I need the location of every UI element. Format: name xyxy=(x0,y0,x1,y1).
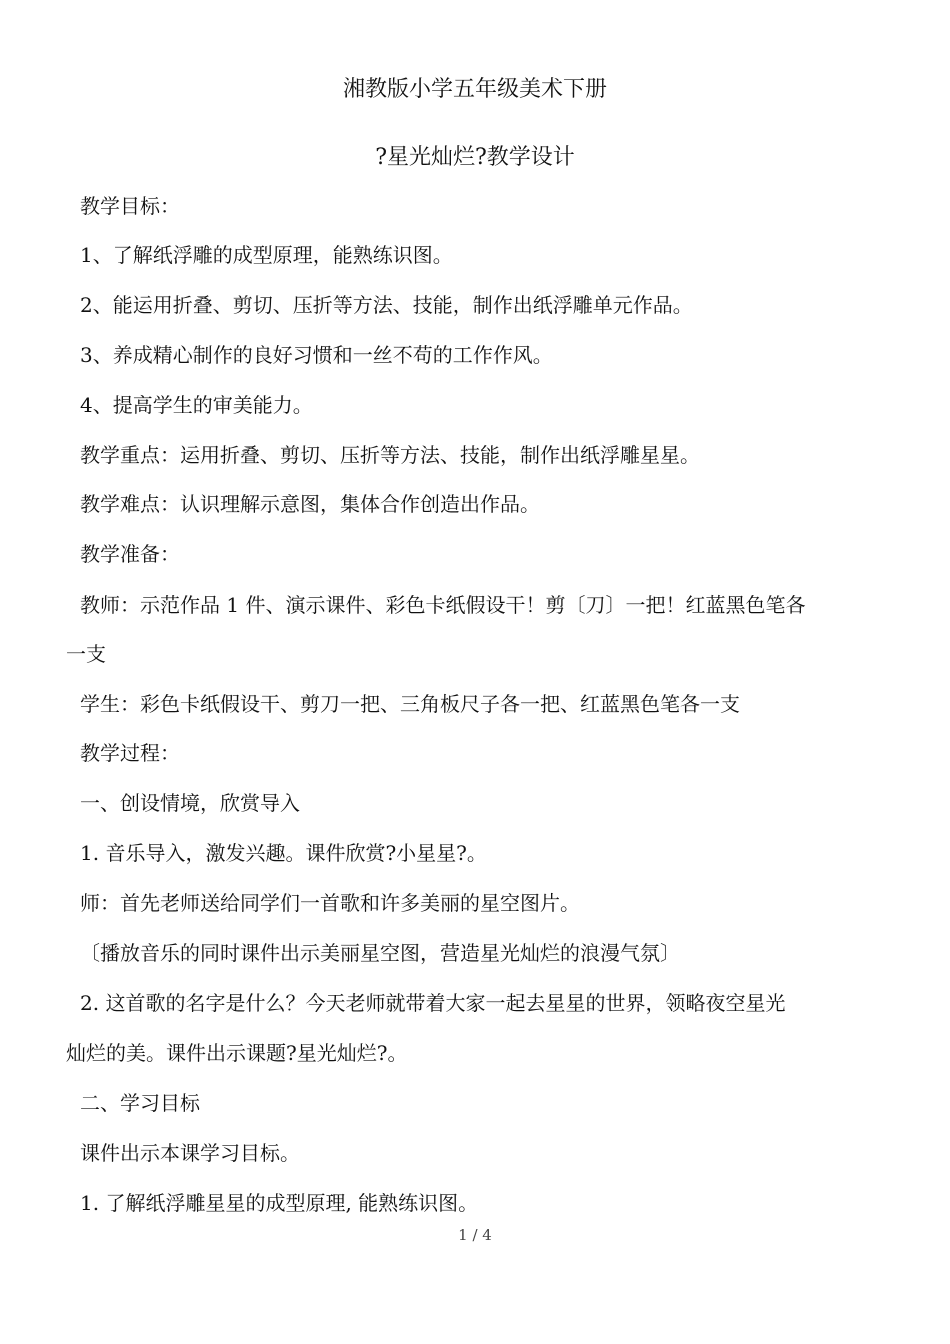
paragraph: 课件出示本课学习目标。 xyxy=(80,1141,300,1165)
paragraph: 师：首先老师送给同学们一首歌和许多美丽的星空图片。 xyxy=(80,891,580,915)
section-heading-objectives: 教学目标： xyxy=(80,194,180,218)
process-step-heading: 二、学习目标 xyxy=(80,1091,200,1115)
paragraph: 〔播放音乐的同时课件出示美丽星空图，营造星光灿烂的浪漫气氛〕 xyxy=(80,941,680,965)
teacher-preparation: 教师：示范作品 1 件、演示课件、彩色卡纸假设干！剪〔刀〕一把！红蓝黑色笔各 xyxy=(80,593,806,617)
teacher-preparation-continued: 一支 xyxy=(66,642,106,666)
teaching-difficulty: 教学难点：认识理解示意图，集体合作创造出作品。 xyxy=(80,492,540,516)
paragraph: 1. 音乐导入，激发兴趣。课件欣赏?小星星?。 xyxy=(80,841,487,865)
teaching-key-point: 教学重点：运用折叠、剪切、压折等方法、技能，制作出纸浮雕星星。 xyxy=(80,443,700,467)
objective-item: 4、提高学生的审美能力。 xyxy=(80,393,313,417)
section-heading-process: 教学过程： xyxy=(80,741,180,765)
paragraph: 1. 了解纸浮雕星星的成型原理, 能熟练识图。 xyxy=(80,1191,479,1215)
section-heading-preparation: 教学准备： xyxy=(80,542,180,566)
page-number: 1 / 4 xyxy=(458,1226,492,1244)
objective-item: 3、养成精心制作的良好习惯和一丝不苟的工作作风。 xyxy=(80,343,553,367)
student-preparation: 学生：彩色卡纸假设干、剪刀一把、三角板尺子各一把、红蓝黑色笔各一支 xyxy=(80,692,740,716)
paragraph-continued: 灿烂的美。课件出示课题?星光灿烂?。 xyxy=(66,1041,408,1065)
document-subtitle: ?星光灿烂?教学设计 xyxy=(375,145,575,170)
process-step-heading: 一、创设情境，欣赏导入 xyxy=(80,791,300,815)
objective-item: 1、了解纸浮雕的成型原理，能熟练识图。 xyxy=(80,243,453,267)
document-title: 湘教版小学五年级美术下册 xyxy=(342,77,607,102)
paragraph: 2. 这首歌的名字是什么？今天老师就带着大家一起去星星的世界，领略夜空星光 xyxy=(80,991,786,1015)
objective-item: 2、能运用折叠、剪切、压折等方法、技能，制作出纸浮雕单元作品。 xyxy=(80,293,693,317)
